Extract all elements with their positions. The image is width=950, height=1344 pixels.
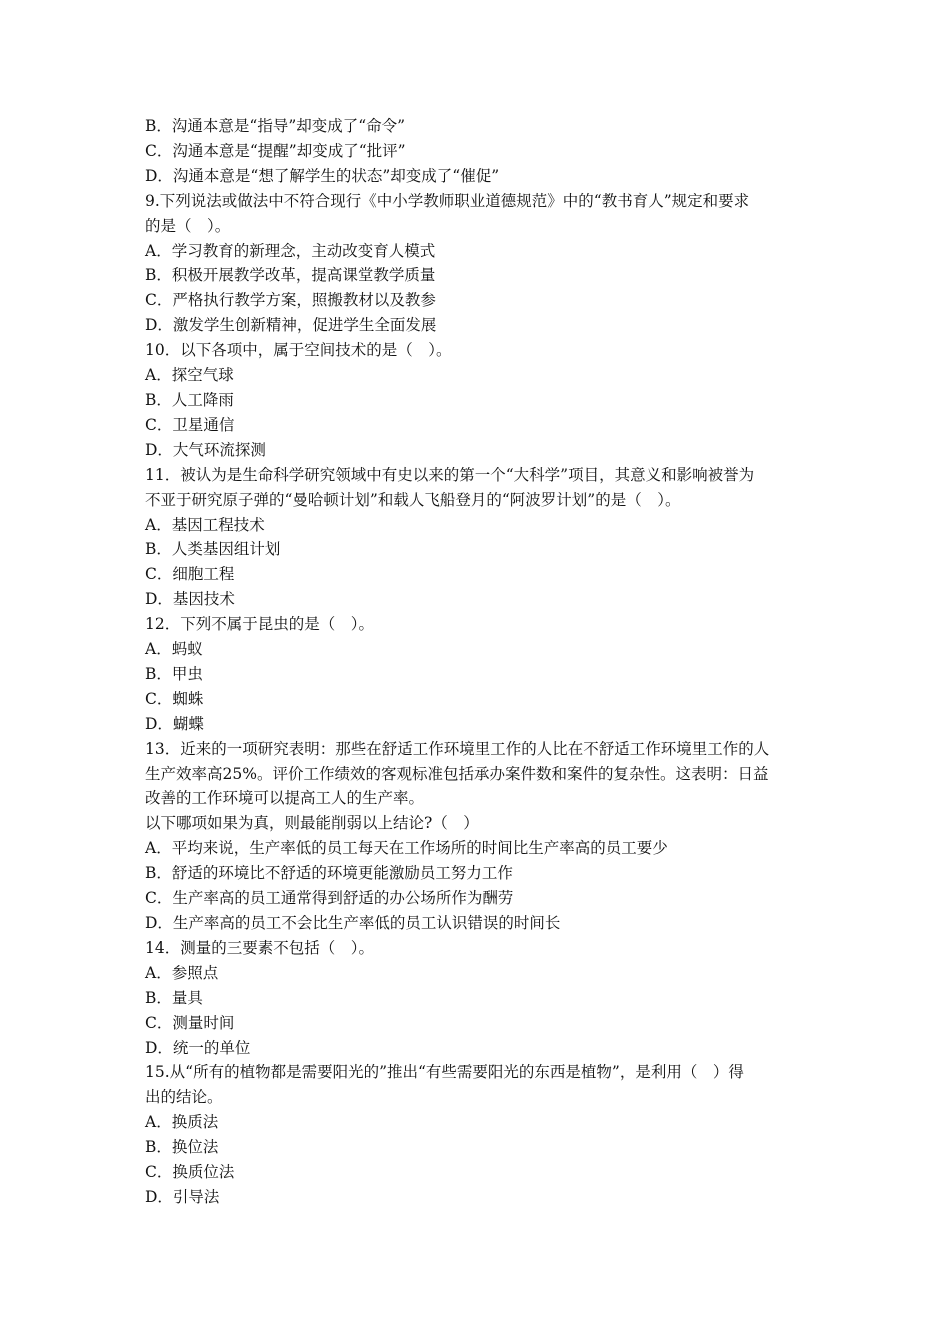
question-13-line-3: 改善的工作环境可以提高工人的生产率。 [145, 789, 425, 808]
option-8b: B．沟通本意是“指导”却变成了“命令” [145, 117, 406, 135]
question-12: 12．下列不属于昆虫的是（ ）。 [145, 615, 374, 634]
option-14d: D．统一的单位 [145, 1038, 251, 1057]
option-11d: D．基因技术 [145, 590, 235, 609]
option-15c: C．换质位法 [145, 1163, 235, 1182]
option-13d: D．生产率高的员工不会比生产率低的员工认识错误的时间长 [145, 914, 561, 932]
option-9a: A．学习教育的新理念，主动改变育人模式 [145, 241, 436, 260]
question-13-prompt: 以下哪项如果为真，则最能削弱以上结论?（ ） [145, 814, 479, 833]
option-10b: B．人工降雨 [145, 390, 234, 409]
option-10c: C．卫星通信 [145, 415, 235, 434]
option-9c: C．严格执行教学方案，照搬教材以及教参 [145, 291, 436, 310]
option-8c: C．沟通本意是“提醒”却变成了“批评” [145, 141, 406, 160]
option-14a: A．参照点 [145, 963, 219, 982]
option-12a: A．蚂蚁 [145, 640, 203, 659]
option-15b: B．换位法 [145, 1138, 219, 1157]
question-13-line-2: 生产效率高25%。评价工作绩效的客观标准包括承办案件数和案件的复杂性。这表明：日益 [145, 764, 769, 783]
option-14b: B．量具 [145, 988, 203, 1007]
question-11-line-2: 不亚于研究原子弹的“曼哈顿计划”和载人飞船登月的“阿波罗计划”的是（ ）。 [145, 490, 681, 509]
question-11-line-1: 11．被认为是生命科学研究领域中有史以来的第一个“大科学”项目，其意义和影响被誉为 [145, 465, 755, 484]
option-10d: D．大气环流探测 [145, 440, 266, 459]
document-page [145, 114, 815, 1210]
option-13b: B．舒适的环境比不舒适的环境更能激励员工努力工作 [145, 864, 513, 883]
option-13c: C．生产率高的员工通常得到舒适的办公场所作为酬劳 [145, 889, 514, 908]
question-9-line-2: 的是（ ）。 [145, 216, 231, 235]
option-15d: D．引导法 [145, 1187, 220, 1206]
option-12b: B．甲虫 [145, 664, 203, 683]
option-8d: D．沟通本意是“想了解学生的状态”却变成了“催促” [145, 166, 500, 185]
option-13a: A．平均来说，生产率低的员工每天在工作场所的时间比生产率高的员工要少 [145, 839, 668, 858]
option-10a: A．探空气球 [145, 366, 234, 385]
question-15-line-1: 15.从“所有的植物都是需要阳光的”推出“有些需要阳光的东西是植物”，是利用（ ）得 [145, 1063, 744, 1082]
option-11a: A．基因工程技术 [145, 515, 265, 534]
question-14: 14．测量的三要素不包括（ ）。 [145, 938, 374, 957]
option-12c: C．蜘蛛 [145, 689, 204, 708]
option-12d: D．蝴蝶 [145, 714, 204, 733]
question-13-line-1: 13．近来的一项研究表明：那些在舒适工作环境里工作的人比在不舒适工作环境里工作的人 [145, 739, 770, 758]
option-9d: D．激发学生创新精神，促进学生全面发展 [145, 316, 437, 335]
option-11b: B．人类基因组计划 [145, 540, 281, 559]
option-15a: A．换质法 [145, 1113, 219, 1132]
option-11c: C．细胞工程 [145, 565, 235, 584]
question-10: 10．以下各项中，属于空间技术的是（ ）。 [145, 341, 452, 360]
option-14c: C．测量时间 [145, 1013, 235, 1032]
question-15-line-2: 出的结论。 [145, 1088, 223, 1107]
question-9-line-1: 9.下列说法或做法中不符合现行《中小学教师职业道德规范》中的“教书育人”规定和要求 [145, 191, 750, 210]
option-9b: B．积极开展教学改革，提高课堂教学质量 [145, 266, 436, 285]
